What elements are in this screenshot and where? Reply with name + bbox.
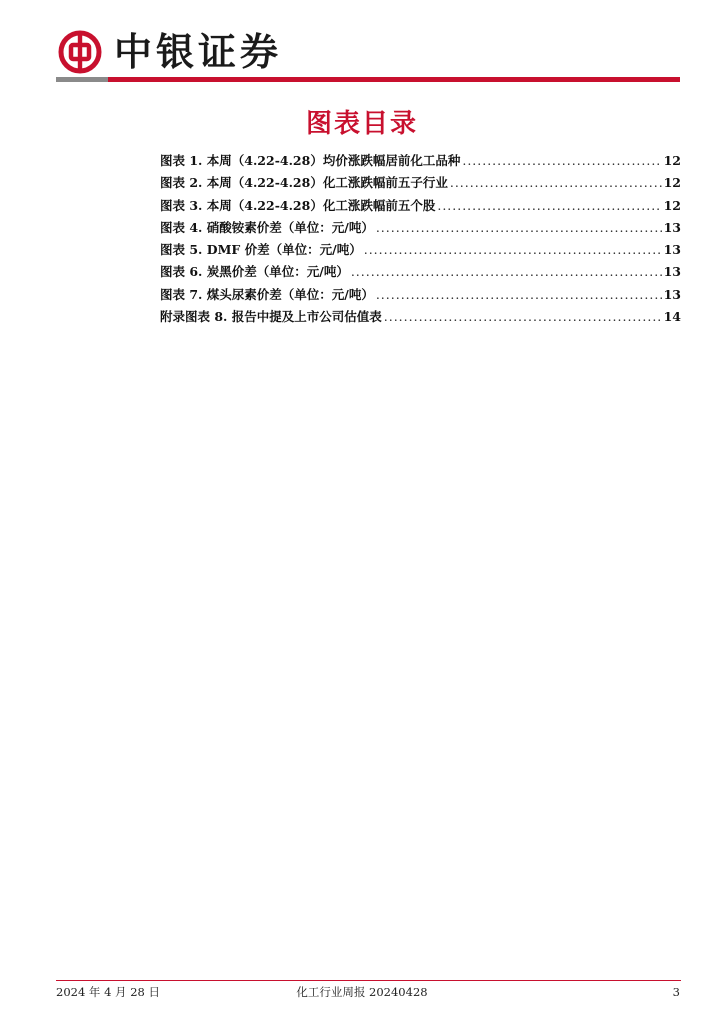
toc-entry[interactable] <box>160 217 681 239</box>
toc-entry-label: 图表 6. 炭黑价差（单位：元/吨） <box>160 264 349 280</box>
toc-entry-page: 12 <box>663 197 681 213</box>
toc-entry[interactable] <box>160 261 681 283</box>
toc-entry-page: 13 <box>663 242 681 258</box>
toc-entry-page: 14 <box>663 309 681 325</box>
toc-entry-page: 13 <box>663 219 681 235</box>
bank-of-china-logo-icon <box>58 30 102 74</box>
footer-date: 2024 年 4 月 28 日 <box>56 985 160 999</box>
toc-entry-label: 图表 5. DMF 价差（单位：元/吨） <box>160 242 362 258</box>
toc-leader-dots <box>364 239 662 261</box>
toc-leader-dots <box>376 284 662 306</box>
toc-entry[interactable] <box>160 306 681 328</box>
toc-entry-label: 附录图表 8. 报告中提及上市公司估值表 <box>160 309 382 325</box>
toc-entry-page: 13 <box>663 264 681 280</box>
footer-report-title: 化工行业周报 20240428 <box>296 985 428 999</box>
toc-title: 图表目录 <box>305 109 418 139</box>
toc-entry-label: 图表 7. 煤头尿素价差（单位：元/吨） <box>160 286 374 302</box>
toc-entry[interactable] <box>160 150 681 172</box>
toc-entry-label: 图表 2. 本周（4.22-4.28）化工涨跌幅前五子行业 <box>160 175 448 191</box>
toc-entry-page: 12 <box>663 153 681 168</box>
toc-entry-label: 图表 3. 本周（4.22-4.28）化工涨跌幅前五个股 <box>160 197 436 213</box>
toc-entry[interactable] <box>160 284 681 306</box>
toc-entry[interactable] <box>160 195 681 217</box>
toc-leader-dots <box>351 261 662 283</box>
toc-entry-page: 13 <box>663 286 681 302</box>
toc-entry[interactable] <box>160 239 681 261</box>
toc-entry-label: 图表 4. 硝酸铵素价差（单位：元/吨） <box>160 219 374 235</box>
header-rule-grey <box>56 77 108 82</box>
header-rule-red <box>108 77 680 82</box>
page-header <box>0 0 724 90</box>
toc-leader-dots <box>376 217 662 239</box>
toc-entry-page: 12 <box>663 175 681 191</box>
toc-entry-label: 图表 1. 本周（4.22-4.28）均价涨跌幅居前化工品种 <box>160 153 461 168</box>
footer-page-number: 3 <box>672 985 680 999</box>
footer-rule <box>56 980 681 981</box>
toc-leader-dots <box>384 306 662 328</box>
toc-leader-dots <box>462 150 661 172</box>
toc-entry[interactable] <box>160 172 681 194</box>
table-of-figures <box>160 150 681 328</box>
toc-leader-dots <box>437 195 661 217</box>
toc-leader-dots <box>450 172 662 194</box>
brand-name: 中银证券 <box>114 30 283 74</box>
